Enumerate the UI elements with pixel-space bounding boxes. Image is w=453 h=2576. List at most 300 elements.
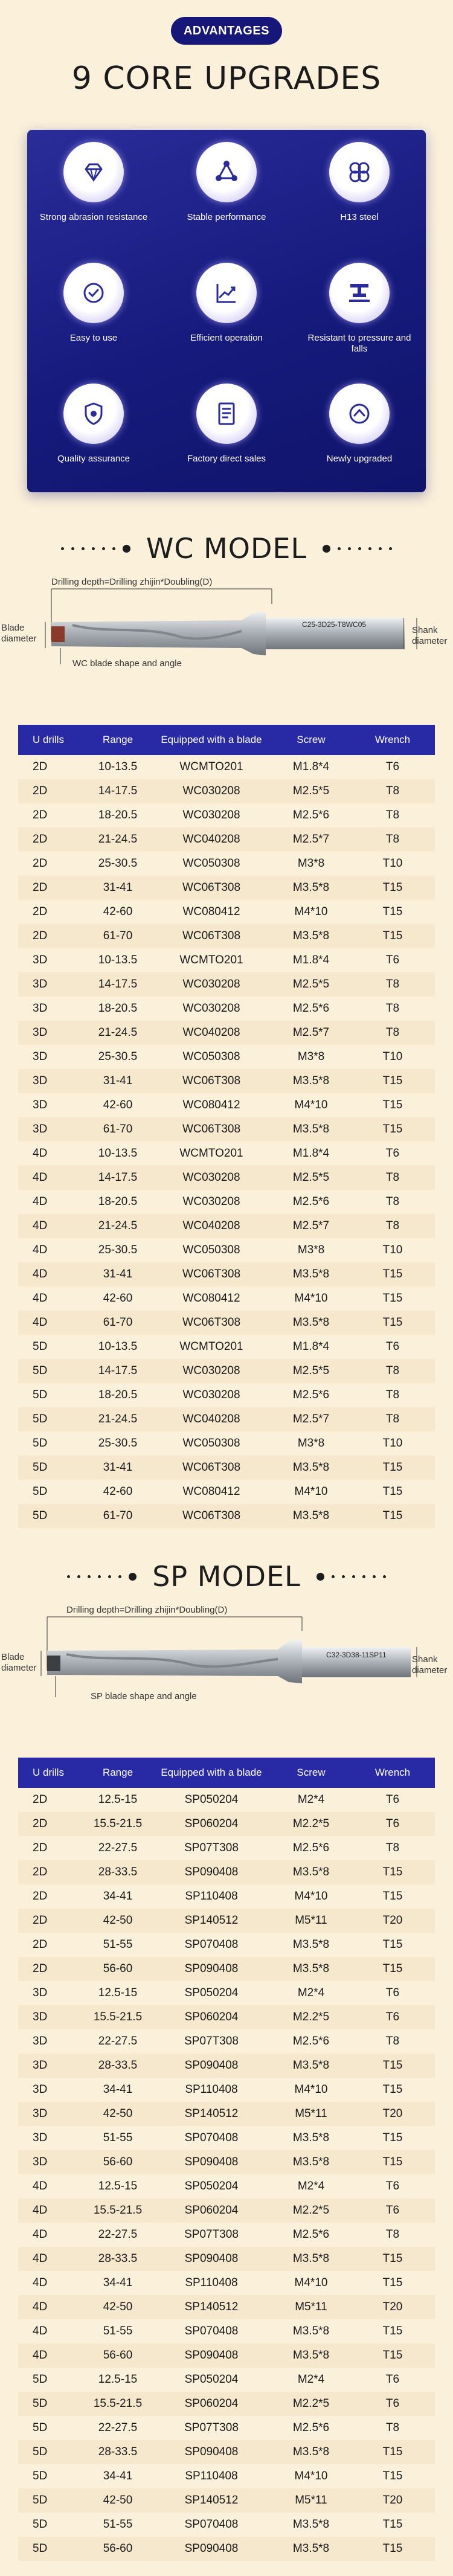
- cell-screw: M3*8: [297, 1244, 325, 1256]
- cell-range: 28-33.5: [98, 2252, 138, 2265]
- cell-blade: SP060204: [184, 2397, 239, 2410]
- cell-drill: 4D: [33, 2180, 48, 2192]
- cell-wrench: T15: [382, 1890, 403, 1903]
- table-row: [18, 2464, 435, 2488]
- cell-range: 12.5-15: [98, 1987, 138, 1999]
- cell-screw: M2.5*7: [292, 1219, 330, 1232]
- table-row: [18, 1021, 435, 1045]
- cell-blade: SP140512: [184, 2494, 239, 2507]
- cell-range: 31-41: [103, 1074, 133, 1087]
- cell-range: 12.5-15: [98, 1793, 138, 1806]
- cell-blade: SP050204: [184, 1793, 239, 1806]
- table-row: [18, 876, 435, 900]
- cell-drill: 3D: [33, 978, 48, 991]
- cell-wrench: T6: [385, 954, 400, 966]
- cell-screw: M3.5*8: [292, 881, 330, 894]
- cell-drill: 5D: [33, 1340, 48, 1353]
- cell-blade: WCMTO201: [179, 954, 243, 966]
- col-header: Screw: [297, 734, 326, 745]
- cell-blade: SP090408: [184, 2542, 239, 2555]
- cell-range: 10-13.5: [98, 1340, 138, 1353]
- cell-drill: 5D: [33, 2518, 48, 2531]
- table-row: [18, 1117, 435, 1142]
- col-header: Equipped with a blade: [161, 734, 262, 745]
- sp-blade-shape: SP blade shape and angle: [91, 1691, 197, 1701]
- sp-drill-drawing: [0, 1604, 453, 1733]
- cell-wrench: T8: [385, 1002, 400, 1015]
- cell-range: 34-41: [103, 2083, 133, 2096]
- cell-range: 34-41: [103, 2276, 133, 2289]
- cell-blade: WC06T308: [182, 881, 241, 894]
- table-row: [18, 924, 435, 948]
- table-row: [18, 948, 435, 972]
- cell-wrench: T8: [385, 978, 400, 991]
- cell-screw: M5*11: [295, 2107, 327, 2120]
- cell-range: 28-33.5: [98, 2446, 138, 2458]
- table-row: [18, 1504, 435, 1528]
- cell-drill: 4D: [33, 2301, 48, 2313]
- table-row: [18, 1860, 435, 1884]
- cell-blade: WC050308: [182, 1244, 240, 1256]
- cell-screw: M3.5*8: [292, 1938, 330, 1951]
- cell-screw: M3.5*8: [292, 2349, 330, 2362]
- cell-drill: 4D: [33, 2228, 48, 2241]
- cell-range: 56-60: [103, 2542, 133, 2555]
- cell-wrench: T8: [385, 809, 400, 821]
- cell-drill: 4D: [33, 1195, 48, 1208]
- cell-drill: 5D: [33, 2494, 48, 2507]
- cell-wrench: T8: [385, 1219, 400, 1232]
- cell-range: 25-30.5: [98, 857, 138, 870]
- cell-range: 34-41: [103, 1890, 133, 1903]
- cell-wrench: T10: [382, 1050, 403, 1063]
- advantage-item: [27, 130, 160, 251]
- cell-range: 15.5-21.5: [93, 2397, 143, 2410]
- table-row: [18, 2223, 435, 2247]
- cell-range: 15.5-21.5: [93, 2204, 143, 2217]
- cell-range: 51-55: [103, 2131, 133, 2144]
- cell-blade: WC030208: [182, 1389, 240, 1401]
- table-row: [18, 1045, 435, 1069]
- table-row: [18, 1286, 435, 1311]
- cell-screw: M3*8: [297, 1437, 325, 1450]
- cell-blade: SP050204: [184, 2180, 239, 2192]
- cell-range: 42-60: [103, 905, 133, 918]
- cell-range: 61-70: [103, 930, 133, 942]
- table-row: [18, 1456, 435, 1480]
- table-row: [18, 2126, 435, 2150]
- cell-screw: M2.2*5: [292, 2011, 330, 2023]
- cell-wrench: T6: [385, 2204, 400, 2217]
- cell-blade: SP090408: [184, 1962, 239, 1975]
- cell-wrench: T8: [385, 1195, 400, 1208]
- table-row: [18, 1166, 435, 1190]
- cell-wrench: T6: [385, 1340, 400, 1353]
- advantage-item: [27, 251, 160, 371]
- cell-blade: WC040208: [182, 1219, 240, 1232]
- cell-blade: SP090408: [184, 2252, 239, 2265]
- col-header: Wrench: [374, 734, 411, 745]
- cell-drill: 4D: [33, 1268, 48, 1280]
- cell-wrench: T15: [382, 1268, 403, 1280]
- table-row: [18, 1407, 435, 1431]
- cell-wrench: T8: [385, 833, 400, 846]
- cell-range: 51-55: [103, 1938, 133, 1951]
- cell-range: 42-60: [103, 1099, 133, 1111]
- cell-screw: M3.5*8: [292, 2518, 330, 2531]
- table-row: [18, 1836, 435, 1860]
- cell-blade: WC06T308: [182, 1123, 241, 1135]
- cell-drill: 2D: [33, 1962, 48, 1975]
- cell-wrench: T6: [385, 1817, 400, 1830]
- cell-wrench: T15: [382, 1292, 403, 1305]
- cell-blade: SP070408: [184, 2518, 239, 2531]
- document-icon: [196, 384, 257, 444]
- cell-wrench: T15: [382, 2156, 403, 2168]
- cell-wrench: T15: [382, 1461, 403, 1474]
- cell-drill: 4D: [33, 2276, 48, 2289]
- cell-drill: 2D: [33, 1890, 48, 1903]
- cell-wrench: T10: [382, 1437, 403, 1450]
- cell-screw: M3.5*8: [292, 2131, 330, 2144]
- cell-range: 18-20.5: [98, 1389, 138, 1401]
- cell-drill: 3D: [33, 1026, 48, 1039]
- cell-drill: 4D: [33, 2325, 48, 2337]
- cell-drill: 5D: [33, 1389, 48, 1401]
- advantage-label: Efficient operation: [190, 333, 263, 343]
- cell-range: 42-50: [103, 2301, 133, 2313]
- cell-screw: M5*11: [295, 2301, 327, 2313]
- cell-blade: WC040208: [182, 833, 240, 846]
- cell-wrench: T20: [382, 2107, 403, 2120]
- cell-wrench: T8: [385, 1413, 400, 1425]
- cell-wrench: T8: [385, 1389, 400, 1401]
- wc-blade-shape: WC blade shape and angle: [72, 658, 182, 669]
- table-row: [18, 1981, 435, 2005]
- cell-wrench: T20: [382, 2494, 403, 2507]
- table-row: [18, 1142, 435, 1166]
- cell-screw: M3.5*8: [292, 2542, 330, 2555]
- cell-drill: 3D: [33, 2059, 48, 2072]
- cell-screw: M4*10: [294, 2083, 328, 2096]
- cell-screw: M3.5*8: [292, 1962, 330, 1975]
- cell-drill: 3D: [33, 2035, 48, 2048]
- cell-range: 25-30.5: [98, 1437, 138, 1450]
- cell-screw: M4*10: [294, 1292, 328, 1305]
- advantage-label: Stable performance: [187, 212, 266, 222]
- cell-screw: M1.8*4: [292, 954, 330, 966]
- table-row: [18, 997, 435, 1021]
- cell-drill: 5D: [33, 2397, 48, 2410]
- cell-range: 42-60: [103, 1485, 133, 1498]
- cell-blade: SP07T308: [184, 1842, 239, 1854]
- cell-drill: 5D: [33, 2373, 48, 2386]
- col-header: U drills: [33, 734, 64, 745]
- table-row: [18, 1335, 435, 1359]
- cell-drill: 3D: [33, 2131, 48, 2144]
- cell-screw: M3.5*8: [292, 2325, 330, 2337]
- cell-range: 10-13.5: [98, 954, 138, 966]
- table-row: [18, 1238, 435, 1262]
- cell-range: 18-20.5: [98, 1002, 138, 1015]
- cell-screw: M3.5*8: [292, 2446, 330, 2458]
- cell-screw: M2.5*5: [292, 978, 330, 991]
- cell-range: 14-17.5: [98, 978, 138, 991]
- cell-screw: M2.2*5: [292, 1817, 330, 1830]
- cell-drill: 2D: [33, 881, 48, 894]
- table-row: [18, 1190, 435, 1214]
- cell-screw: M1.8*4: [292, 760, 330, 773]
- cell-blade: WC030208: [182, 1195, 240, 1208]
- advantage-label: Factory direct sales: [187, 454, 266, 464]
- cell-screw: M4*10: [294, 1485, 328, 1498]
- cell-wrench: T15: [382, 2446, 403, 2458]
- table-row: [18, 827, 435, 852]
- cell-wrench: T6: [385, 1147, 400, 1160]
- table-row: [18, 2199, 435, 2223]
- cell-range: 15.5-21.5: [93, 2011, 143, 2023]
- cell-blade: SP050204: [184, 2373, 239, 2386]
- cell-range: 21-24.5: [98, 1026, 138, 1039]
- cell-screw: M5*11: [295, 1914, 327, 1927]
- cell-screw: M3.5*8: [292, 2059, 330, 2072]
- table-row: [18, 779, 435, 803]
- table-row: [18, 852, 435, 876]
- sp-section-header: [0, 1555, 453, 1598]
- cell-wrench: T15: [382, 1123, 403, 1135]
- table-row: [18, 1214, 435, 1238]
- advantage-label: H13 steel: [340, 212, 379, 222]
- cell-drill: 3D: [33, 1074, 48, 1087]
- cell-screw: M2.5*6: [292, 809, 330, 821]
- cell-wrench: T15: [382, 2542, 403, 2555]
- advantage-label: Strong abrasion resistance: [39, 212, 148, 222]
- table-row: [18, 2295, 435, 2319]
- cell-drill: 2D: [33, 760, 48, 773]
- cell-blade: SP050204: [184, 1987, 239, 1999]
- cell-blade: WC06T308: [182, 1461, 241, 1474]
- cell-range: 14-17.5: [98, 1364, 138, 1377]
- cell-drill: 4D: [33, 2349, 48, 2362]
- cell-drill: 4D: [33, 1316, 48, 1329]
- cell-drill: 4D: [33, 2204, 48, 2217]
- cell-blade: SP110408: [185, 1890, 238, 1903]
- cell-blade: WC030208: [182, 785, 240, 797]
- cell-range: 22-27.5: [98, 2421, 138, 2434]
- cell-range: 22-27.5: [98, 2228, 138, 2241]
- cell-wrench: T15: [382, 2349, 403, 2362]
- cell-range: 10-13.5: [98, 760, 138, 773]
- cell-range: 56-60: [103, 2156, 133, 2168]
- cell-drill: 4D: [33, 1171, 48, 1184]
- cell-drill: 3D: [33, 954, 48, 966]
- shield-icon: [63, 384, 124, 444]
- table-row: [18, 2368, 435, 2392]
- triangle-network-icon: [196, 142, 257, 202]
- cell-wrench: T15: [382, 2083, 403, 2096]
- cell-screw: M3.5*8: [292, 2252, 330, 2265]
- wc-drilling-depth: Drilling depth=Drilling zhijin*Doubling(D): [51, 577, 213, 587]
- cell-blade: WC080412: [182, 905, 240, 918]
- cell-screw: M2.5*5: [292, 1171, 330, 1184]
- cell-wrench: T15: [382, 2518, 403, 2531]
- advantage-item: [293, 130, 426, 251]
- cell-wrench: T20: [382, 2301, 403, 2313]
- table-row: [18, 2078, 435, 2102]
- cell-wrench: T6: [385, 2373, 400, 2386]
- check-circle-icon: [63, 263, 124, 323]
- cell-wrench: T8: [385, 785, 400, 797]
- advantage-label: Quality assurance: [57, 454, 130, 464]
- table-row: [18, 2343, 435, 2368]
- sp-blade-diameter: Blade diameter: [1, 1652, 37, 1673]
- cell-wrench: T8: [385, 1171, 400, 1184]
- table-row: [18, 2150, 435, 2174]
- cell-blade: WC030208: [182, 978, 240, 991]
- cell-range: 61-70: [103, 1316, 133, 1329]
- cell-range: 14-17.5: [98, 1171, 138, 1184]
- cell-wrench: T15: [382, 1074, 403, 1087]
- cell-drill: 3D: [33, 2083, 48, 2096]
- cell-range: 25-30.5: [98, 1244, 138, 1256]
- cell-screw: M2*4: [297, 2180, 325, 2192]
- cell-wrench: T20: [382, 1914, 403, 1927]
- cell-blade: SP140512: [184, 2301, 239, 2313]
- sp-spec-table: [18, 1758, 435, 2561]
- cell-blade: WCMTO201: [179, 1147, 243, 1160]
- cell-screw: M2.5*6: [292, 1002, 330, 1015]
- cell-blade: WC06T308: [182, 1316, 241, 1329]
- cell-screw: M3.5*8: [292, 1461, 330, 1474]
- sp-title: SP MODEL: [152, 1560, 301, 1593]
- cell-blade: WC080412: [182, 1485, 240, 1498]
- table-row: [18, 2416, 435, 2440]
- col-header: Range: [102, 734, 133, 745]
- cell-range: 42-50: [103, 2107, 133, 2120]
- table-row: [18, 2029, 435, 2054]
- cell-range: 15.5-21.5: [93, 1817, 143, 1830]
- cell-screw: M3*8: [297, 857, 325, 870]
- table-row: [18, 2488, 435, 2513]
- wc-engraving: C25-3D25-T8WC05: [302, 620, 367, 629]
- cell-range: 31-41: [103, 1461, 133, 1474]
- cell-drill: 2D: [33, 905, 48, 918]
- cell-range: 25-30.5: [98, 1050, 138, 1063]
- cell-wrench: T15: [382, 2131, 403, 2144]
- cell-drill: 4D: [33, 1219, 48, 1232]
- cell-screw: M2*4: [297, 1987, 325, 1999]
- table-row: [18, 1957, 435, 1981]
- cell-blade: WC030208: [182, 1364, 240, 1377]
- cell-range: 51-55: [103, 2518, 133, 2531]
- cell-wrench: T6: [385, 2180, 400, 2192]
- cell-range: 12.5-15: [98, 2373, 138, 2386]
- cell-wrench: T8: [385, 1364, 400, 1377]
- cell-range: 12.5-15: [98, 2180, 138, 2192]
- trend-chart-icon: [196, 263, 257, 323]
- cell-screw: M2.5*7: [292, 833, 330, 846]
- cell-wrench: T8: [385, 1026, 400, 1039]
- cell-blade: SP110408: [185, 2083, 238, 2096]
- cell-screw: M3.5*8: [292, 1866, 330, 1878]
- cell-wrench: T8: [385, 2035, 400, 2048]
- cell-screw: M2.5*6: [292, 2421, 330, 2434]
- cell-screw: M4*10: [294, 2276, 328, 2289]
- sp-shank-diameter: Shank diameter: [412, 1654, 448, 1675]
- cell-wrench: T15: [382, 881, 403, 894]
- cell-range: 10-13.5: [98, 1147, 138, 1160]
- wc-table-body: [18, 755, 435, 1528]
- cell-blade: WC050308: [182, 1437, 240, 1450]
- cell-drill: 5D: [33, 1485, 48, 1498]
- cell-drill: 5D: [33, 1437, 48, 1450]
- cell-blade: SP070408: [184, 2325, 239, 2337]
- cell-drill: 3D: [33, 1123, 48, 1135]
- cell-blade: WC06T308: [182, 1268, 241, 1280]
- cell-wrench: T15: [382, 1509, 403, 1522]
- cell-drill: 3D: [33, 1050, 48, 1063]
- cell-screw: M2*4: [297, 2373, 325, 2386]
- table-row: [18, 972, 435, 997]
- cell-drill: 4D: [33, 1244, 48, 1256]
- cell-wrench: T15: [382, 2470, 403, 2482]
- cell-drill: 2D: [33, 1817, 48, 1830]
- cell-range: 34-41: [103, 2470, 133, 2482]
- cell-drill: 4D: [33, 1292, 48, 1305]
- cell-range: 21-24.5: [98, 1219, 138, 1232]
- wc-title: WC MODEL: [146, 532, 307, 565]
- cell-drill: 5D: [33, 1461, 48, 1474]
- advantage-item: [293, 251, 426, 371]
- sp-drilling-depth: Drilling depth=Drilling zhijin*Doubling(D): [66, 1605, 228, 1615]
- cell-drill: 5D: [33, 2542, 48, 2555]
- wc-shank-diameter: Shank diameter: [412, 625, 448, 646]
- cell-drill: 2D: [33, 809, 48, 821]
- cell-blade: SP090408: [184, 2446, 239, 2458]
- cell-blade: WC06T308: [182, 930, 241, 942]
- cell-wrench: T15: [382, 905, 403, 918]
- cell-screw: M2.5*6: [292, 2228, 330, 2241]
- cell-range: 28-33.5: [98, 1866, 138, 1878]
- col-header: U drills: [33, 1767, 64, 1778]
- cell-drill: 2D: [33, 833, 48, 846]
- table-row: [18, 1884, 435, 1909]
- cell-screw: M4*10: [294, 1890, 328, 1903]
- table-row: [18, 2271, 435, 2295]
- cell-wrench: T15: [382, 1866, 403, 1878]
- cell-blade: WC06T308: [182, 1509, 241, 1522]
- table-row: [18, 1311, 435, 1335]
- cell-range: 14-17.5: [98, 785, 138, 797]
- table-row: [18, 1909, 435, 1933]
- cell-wrench: T15: [382, 1099, 403, 1111]
- cell-wrench: T8: [385, 2228, 400, 2241]
- cell-drill: 2D: [33, 1914, 48, 1927]
- cell-blade: WC040208: [182, 1413, 240, 1425]
- cell-screw: M2.2*5: [292, 2397, 330, 2410]
- cell-drill: 2D: [33, 930, 48, 942]
- cell-blade: WC050308: [182, 1050, 240, 1063]
- cell-range: 31-41: [103, 1268, 133, 1280]
- cell-blade: SP090408: [184, 2349, 239, 2362]
- cell-blade: WCMTO201: [179, 760, 243, 773]
- cell-drill: 5D: [33, 1509, 48, 1522]
- cell-wrench: T15: [382, 2059, 403, 2072]
- cell-screw: M3.5*8: [292, 2156, 330, 2168]
- cell-screw: M3.5*8: [292, 1268, 330, 1280]
- cell-screw: M1.8*4: [292, 1147, 330, 1160]
- cell-drill: 5D: [33, 1364, 48, 1377]
